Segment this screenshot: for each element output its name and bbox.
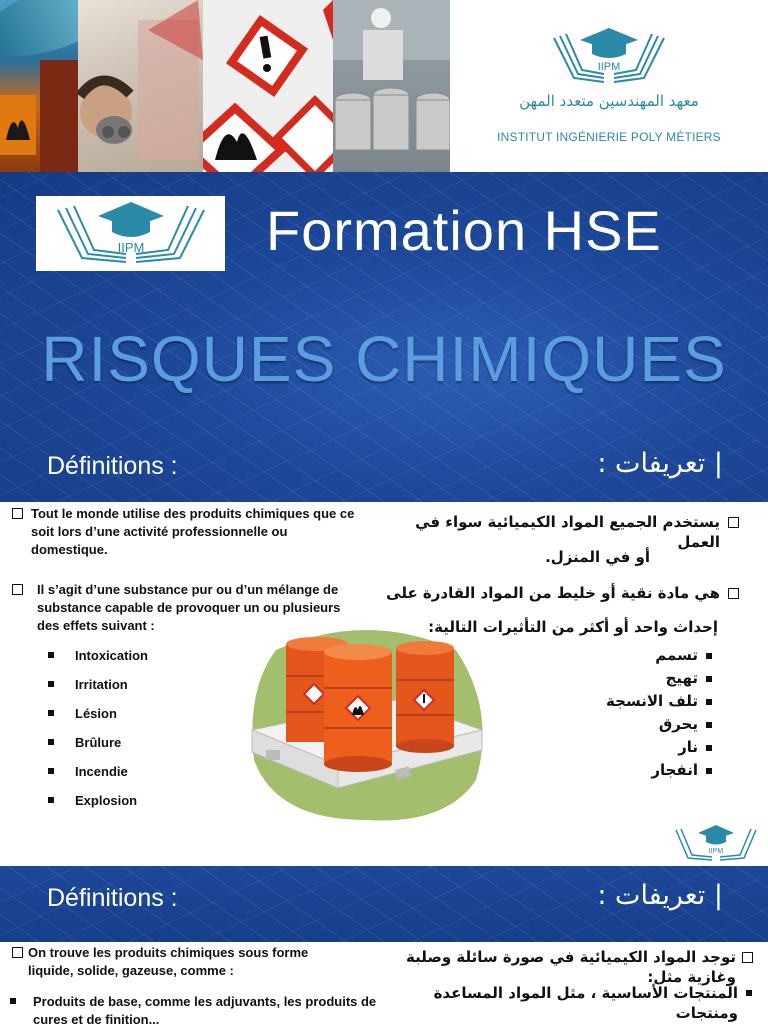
effect-item-ar: تسمم — [655, 646, 698, 664]
checkbox-bullet-icon — [728, 517, 739, 528]
effect-item-fr: Intoxication — [75, 648, 148, 663]
fr-bullet-products: Produits de base, comme les adjuvants, les produits de cures et de finition... — [33, 994, 377, 1027]
definitions-heading-ar-2: | تعريفات : — [597, 880, 723, 911]
effect-item-fr: Explosion — [75, 793, 138, 808]
square-bullet-icon — [48, 710, 54, 716]
square-bullet-icon — [746, 990, 752, 996]
checkbox-bullet-icon — [12, 947, 23, 958]
topic-title: RISQUES CHIMIQUES — [41, 323, 727, 395]
checkbox-bullet-icon — [12, 508, 23, 519]
iipm-logo-icon — [36, 196, 225, 271]
square-bullet-icon — [48, 652, 54, 658]
square-bullet-icon — [48, 768, 54, 774]
hazard-pictograms-photo — [203, 0, 333, 172]
square-bullet-icon — [706, 722, 712, 728]
definitions-heading-fr-2: Définitions : — [47, 884, 178, 912]
svg-text:IIPM: IIPM — [708, 848, 724, 855]
flammable-sign-photo — [0, 0, 78, 172]
effect-item-fr: Incendie — [75, 764, 128, 779]
square-bullet-icon — [706, 653, 712, 659]
effect-item-ar: تلف الانسجة — [606, 692, 698, 710]
checkbox-bullet-icon — [742, 952, 753, 963]
effect-item-ar: تهيج — [665, 669, 698, 687]
banner-logo — [36, 196, 225, 271]
definitions-heading-fr: Définitions : — [47, 452, 178, 480]
square-bullet-icon — [706, 768, 712, 774]
chemical-barrels-illustration — [246, 620, 488, 830]
square-bullet-icon — [48, 797, 54, 803]
effect-item-fr: Lésion — [75, 706, 117, 721]
ar-paragraph-1-line2: أو في المنزل. — [545, 548, 650, 566]
worker-mask-photo — [78, 0, 203, 172]
square-bullet-icon — [48, 681, 54, 687]
institute-name-arabic: معهد المهندسين متعدد المهن — [519, 92, 699, 110]
effect-item-fr: Irritation — [75, 677, 128, 692]
ar-paragraph-3: توجد المواد الكيميائية في صورة سائلة وصلبة وغازية مثل: — [406, 948, 736, 986]
ar-paragraph-2-line1: هي مادة نقية أو خليط من المواد القادرة على — [386, 584, 720, 602]
fr-paragraph-1: Tout le monde utilise des produits chimiques que ce soit lors d’une activité professionnelle ou domestique. — [31, 506, 355, 557]
ar-paragraph-2-line2: إحداث واحد أو أكثر من التأثيرات التالية: — [428, 618, 718, 636]
effect-item-fr: Brûlure — [75, 735, 122, 750]
square-bullet-icon — [10, 998, 16, 1004]
definitions-heading-ar: | تعريفات : — [597, 448, 723, 479]
iipm-logo-icon — [546, 24, 672, 86]
square-bullet-icon — [706, 699, 712, 705]
square-bullet-icon — [706, 676, 712, 682]
ar-paragraph-1-line1: يستخدم الجميع المواد الكيميائية سواء في العمل — [415, 513, 720, 551]
iipm-small-logo-icon — [672, 822, 760, 864]
chemical-plant-worker-photo — [333, 0, 450, 172]
hero-collage — [0, 0, 450, 172]
checkbox-bullet-icon — [728, 588, 739, 599]
square-bullet-icon — [706, 745, 712, 751]
effect-item-ar: يحرق — [658, 715, 698, 733]
fr-paragraph-3: On trouve les produits chimiques sous forme liquide, solide, gazeuse, comme : — [28, 945, 309, 978]
institute-name-french: INSTITUT INGÉNIERIE POLY MÉTIERS — [497, 130, 721, 144]
effect-item-ar: انفجار — [651, 761, 698, 779]
svg-text:IIPM: IIPM — [117, 240, 145, 255]
checkbox-bullet-icon — [12, 584, 23, 595]
square-bullet-icon — [48, 739, 54, 745]
fr-paragraph-2: Il s’agit d’une substance pur ou d’un mélange de substance capable de provoquer un ou plusieurs des effets suivant : — [37, 582, 341, 633]
svg-text:IIPM: IIPM — [597, 61, 621, 73]
page-title: Formation HSE — [266, 199, 662, 262]
ar-bullet-products: المنتجات الأساسية ، مثل المواد المساعدة ومنتجات — [433, 984, 738, 1022]
institute-logo-block — [450, 0, 768, 172]
effect-item-ar: نار — [678, 738, 698, 756]
